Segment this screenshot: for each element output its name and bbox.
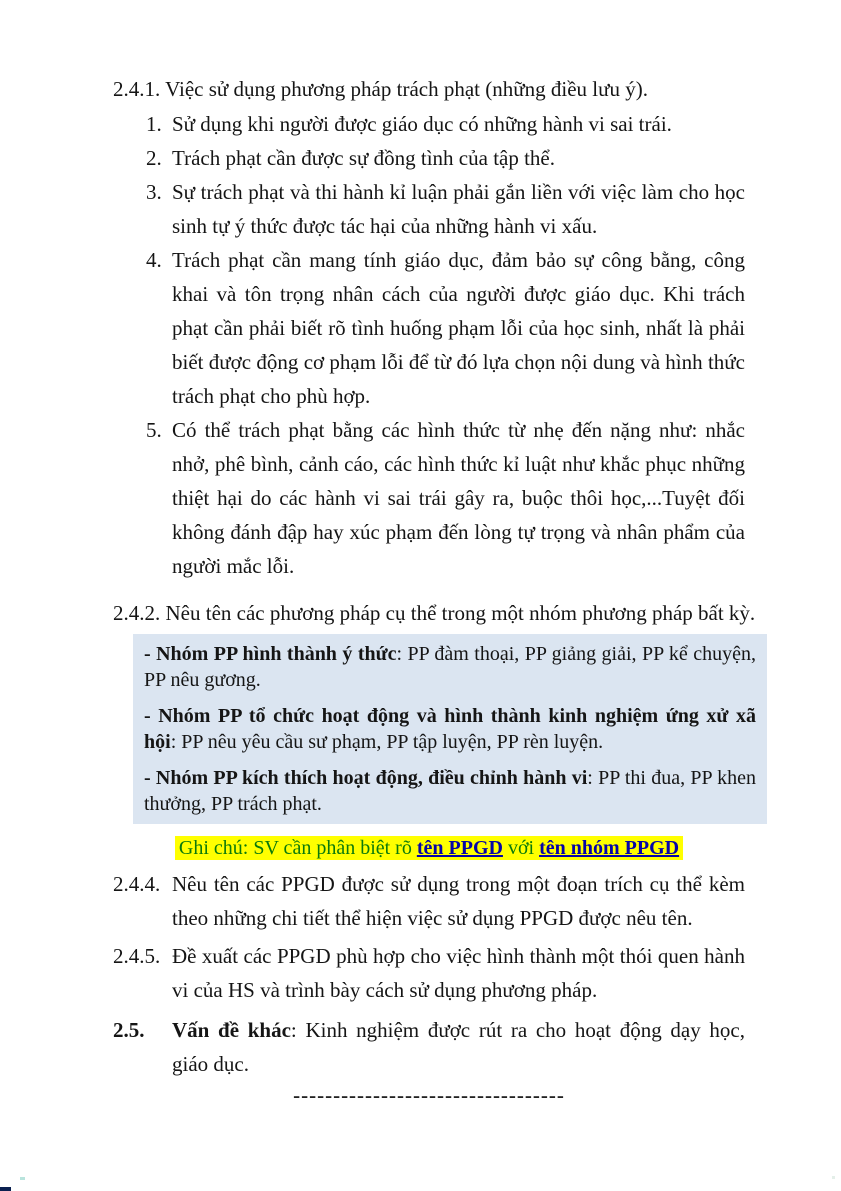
note-highlight xyxy=(175,836,683,860)
section-number: 2.4.4. xyxy=(113,872,161,896)
pp-group-detail: : PP nêu yêu cầu sư phạm, PP tập luyện, PP rèn luyện. xyxy=(170,731,604,753)
list-item xyxy=(146,243,745,413)
list-item xyxy=(146,141,745,175)
list-item-text: Sự trách phạt và thi hành kỉ luận phải gắn liền với việc làm cho học sinh tự ý thức được tác hại của những hành vi xấu. xyxy=(172,180,745,238)
scan-artifact-speck xyxy=(832,1176,835,1179)
section-number: 2.4.5. xyxy=(113,944,161,968)
list-item-number: 2. xyxy=(146,146,162,170)
note-term-ppgd: tên PPGD xyxy=(416,837,503,859)
list-item-number: 5. xyxy=(146,418,162,442)
section-number: 2.5. xyxy=(113,1018,145,1042)
pp-group-paragraph xyxy=(144,641,756,693)
pp-group-detail: : PP thi đua, PP khen thưởng, PP trách phạt. xyxy=(144,767,756,815)
section-text: Nêu tên các PPGD được sử dụng trong một đoạn trích cụ thể kèm theo những chi tiết thể hiện việc sử dụng PPGD được nêu tên. xyxy=(172,872,745,930)
section-label: Vấn đề khác xyxy=(172,1018,291,1042)
scan-artifact-speck xyxy=(20,1177,25,1180)
pp-group-title: - Nhóm PP kích thích hoạt động, điều chỉnh hành vi xyxy=(144,767,588,789)
note-term-group-ppgd: tên nhóm PPGD xyxy=(539,837,680,859)
list-item-text: Sử dụng khi người được giáo dục có những hành vi sai trái. xyxy=(172,112,672,136)
list-item-text: Trách phạt cần được sự đồng tình của tập thể. xyxy=(172,146,556,170)
page-content xyxy=(113,72,756,1108)
section-25 xyxy=(113,1013,745,1081)
list-item-number: 4. xyxy=(146,248,162,272)
scan-artifact-corner xyxy=(0,1187,11,1191)
note-middle: với xyxy=(502,837,540,859)
section-244 xyxy=(113,867,745,935)
section-text: : Kinh nghiệm được rút ra cho hoạt động dạy học, giáo dục. xyxy=(172,1018,745,1076)
pp-group-title: - Nhóm PP hình thành ý thức xyxy=(144,643,397,665)
numbered-list xyxy=(146,107,745,583)
highlight-box xyxy=(133,634,767,824)
list-item xyxy=(146,107,745,141)
section-heading-242: 2.4.2. Nêu tên các phương pháp cụ thể trong một nhóm phương pháp bất kỳ. xyxy=(113,601,756,625)
list-item-text: Có thể trách phạt bằng các hình thức từ nhẹ đến nặng như: nhắc nhở, phê bình, cảnh cáo, các hình thức kỉ luật như khắc phục những thiệt hại do các hành vi sai trái gây ra, buộc thôi học,...Tuyệt đối không đánh đập hay xúc phạm đến lòng tự trọng và nhân phẩm của người mắc lỗi. xyxy=(172,418,745,578)
list-item xyxy=(146,175,745,243)
pp-group-paragraph xyxy=(144,765,756,817)
dashed-divider: ---------------------------------- xyxy=(293,1083,565,1107)
list-item xyxy=(146,413,745,583)
pp-group-paragraph xyxy=(144,703,756,755)
list-item-number: 1. xyxy=(146,112,162,136)
section-245 xyxy=(113,939,745,1007)
pp-group-title: - Nhóm PP tổ chức hoạt động và hình thành kinh nghiệm ứng xử xã hội xyxy=(144,705,756,753)
list-item-text: Trách phạt cần mang tính giáo dục, đảm bảo sự công bằng, công khai và tôn trọng nhân cách của người được giáo dục. Khi trách phạt cần phải biết rõ tình huống phạm lỗi của học sinh, nhất là phải biết được động cơ phạm lỗi để từ đó lựa chọn nội dung và hình thức trách phạt cho phù hợp. xyxy=(172,248,745,408)
note-row xyxy=(113,833,745,863)
note-prefix: Ghi chú: SV cần phân biệt rõ xyxy=(178,837,417,859)
section-text: Đề xuất các PPGD phù hợp cho việc hình thành một thói quen hành vi của HS và trình bày cách sử dụng phương pháp. xyxy=(172,944,745,1002)
pp-group-detail: : PP đàm thoại, PP giảng giải, PP kể chuyện, PP nêu gương. xyxy=(144,643,756,691)
list-item-number: 3. xyxy=(146,180,162,204)
section-heading-241: 2.4.1. Việc sử dụng phương pháp trách phạt (những điều lưu ý). xyxy=(113,77,648,101)
